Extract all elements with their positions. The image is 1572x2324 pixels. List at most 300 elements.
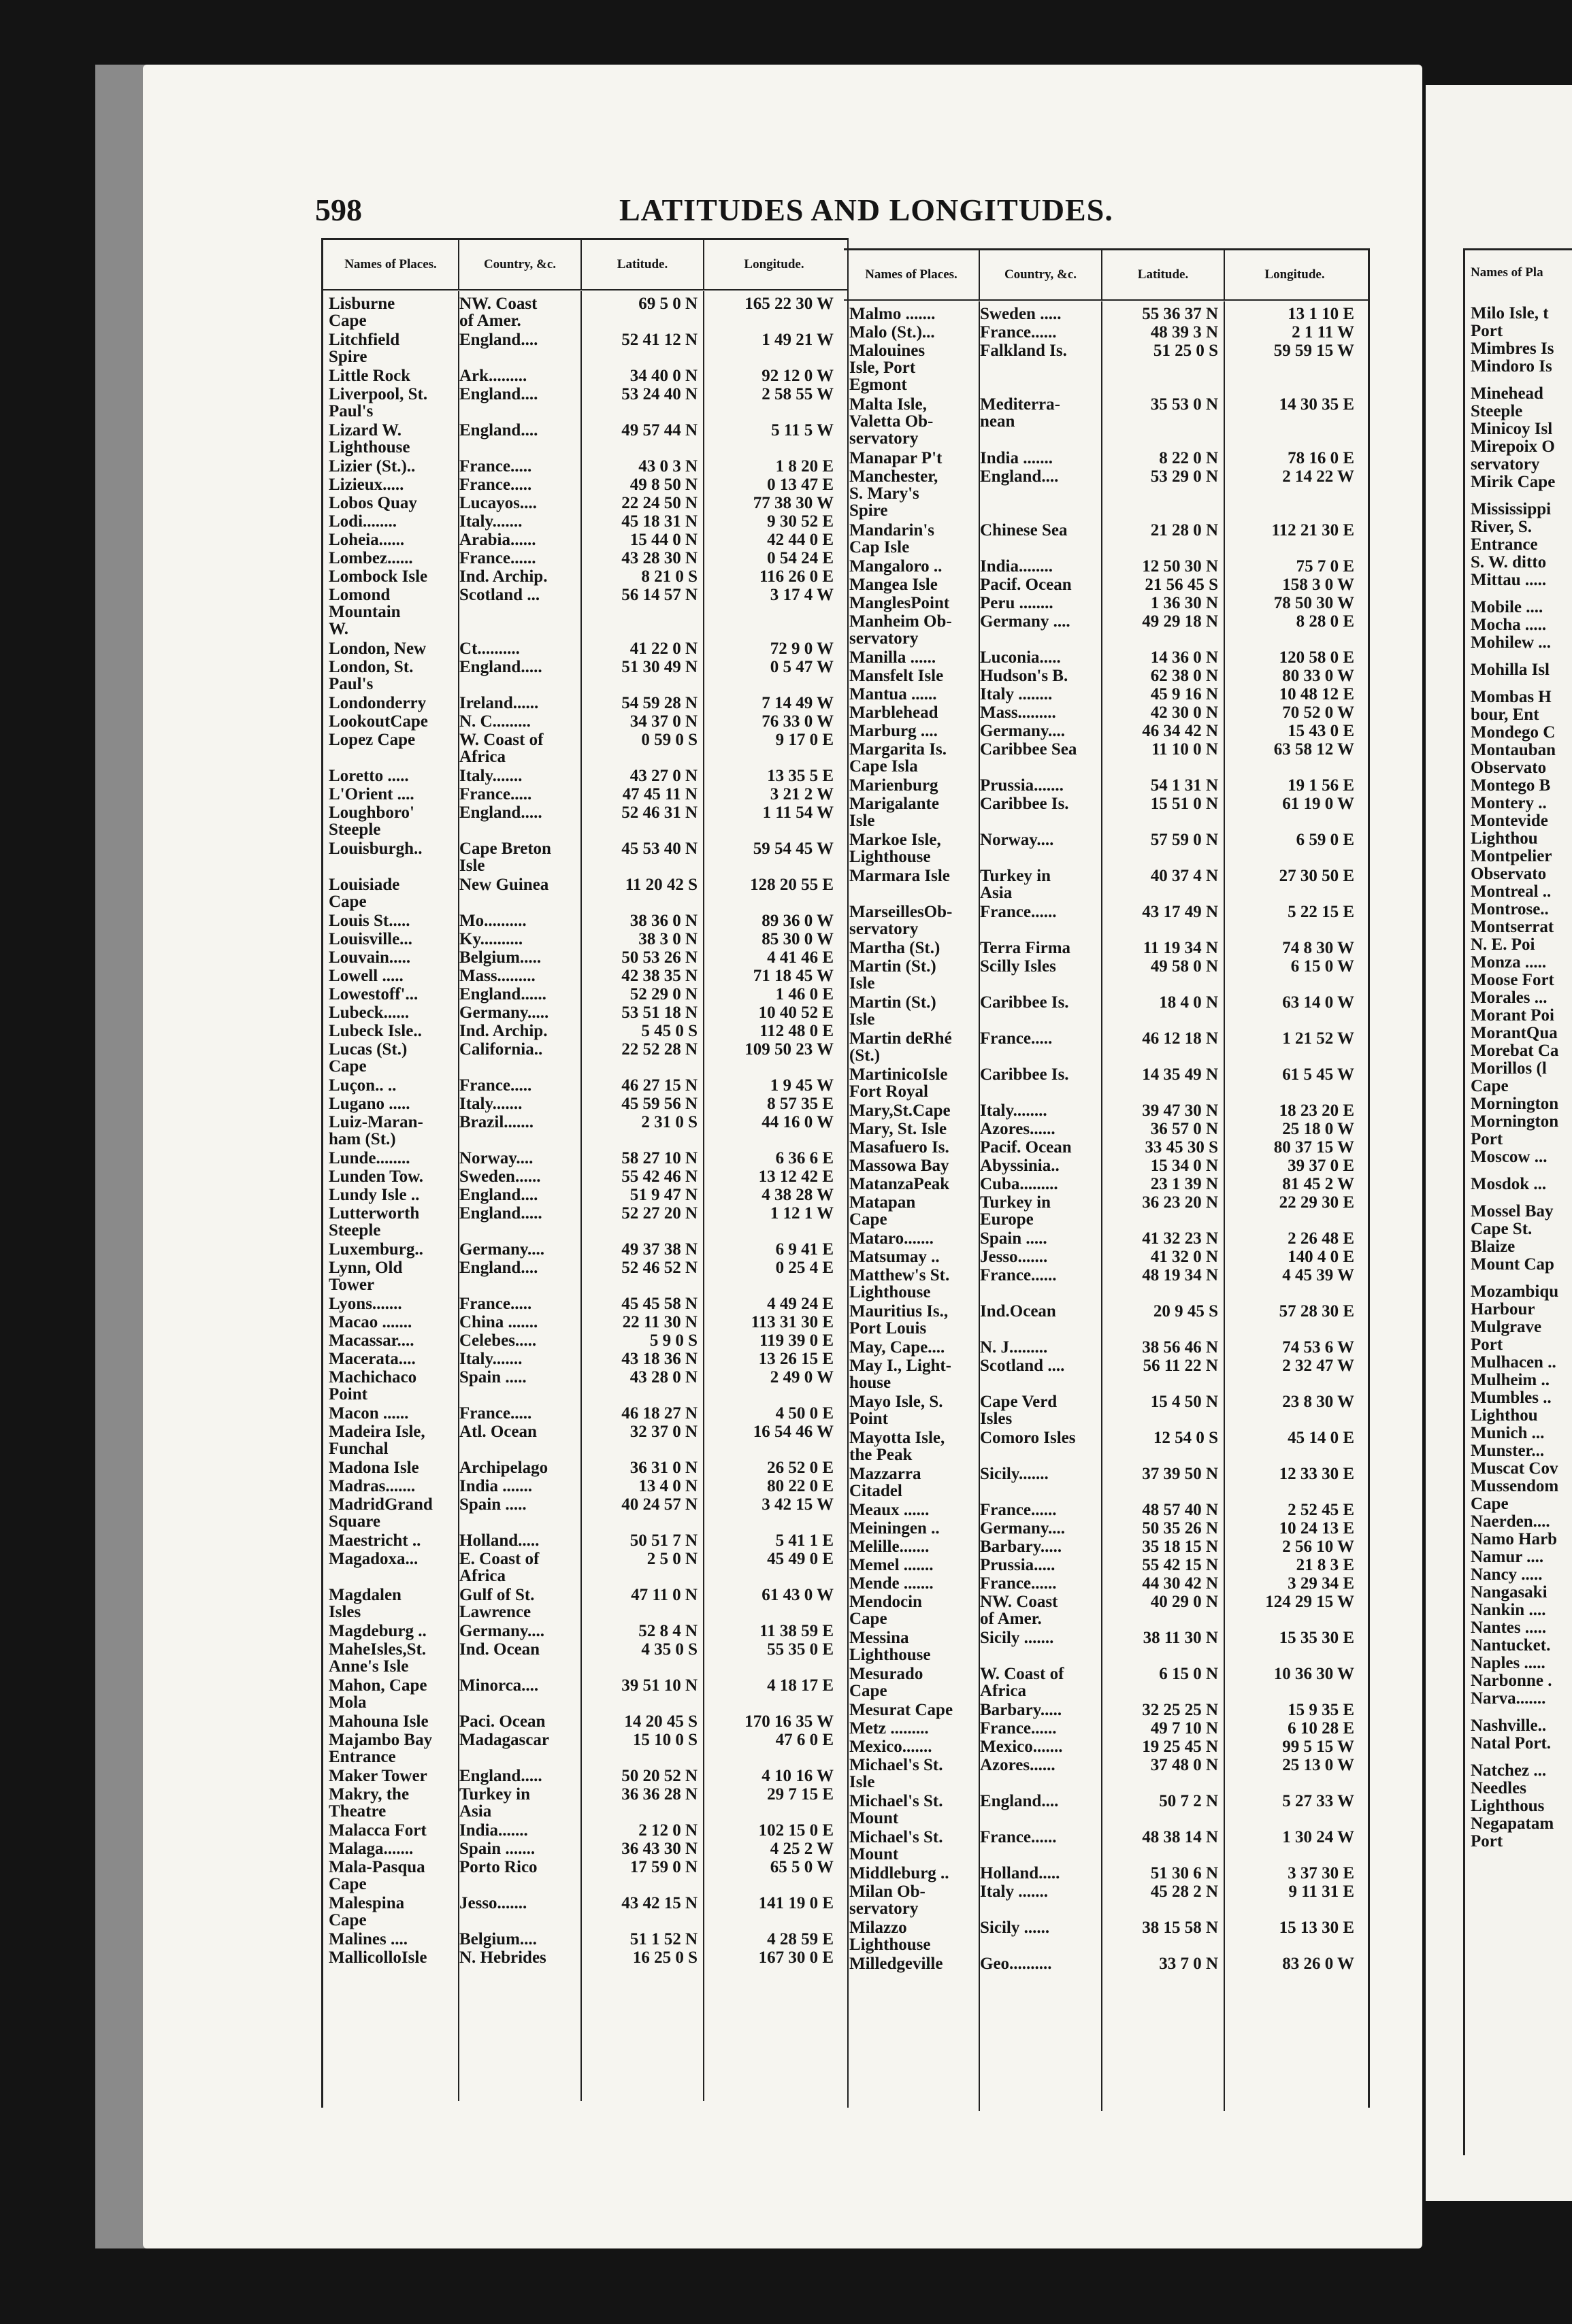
adjacent-line: Morebat Ca bbox=[1471, 1042, 1559, 1060]
country: Caribbee Sea bbox=[980, 740, 1077, 759]
place-name: Manheim Ob- servatory bbox=[849, 612, 952, 648]
country: France..... bbox=[459, 1404, 532, 1423]
longitude: 5 27 33 W bbox=[1282, 1792, 1354, 1810]
country: India ....... bbox=[459, 1477, 532, 1495]
longitude: 13 12 42 E bbox=[758, 1167, 834, 1186]
latitude: 20 9 45 S bbox=[1153, 1302, 1218, 1321]
longitude: 2 49 0 W bbox=[770, 1368, 834, 1387]
place-name: Louisiade Cape bbox=[329, 876, 400, 911]
longitude: 21 8 3 E bbox=[1296, 1556, 1354, 1574]
country: NW. Coast of Amer. bbox=[459, 295, 538, 330]
latitude: 51 25 0 S bbox=[1153, 342, 1218, 360]
adjacent-line: Nashville.. bbox=[1471, 1716, 1547, 1735]
country: Arabia...... bbox=[459, 531, 536, 549]
latitude: 50 20 52 N bbox=[621, 1767, 698, 1785]
latitude: 54 59 28 N bbox=[621, 694, 698, 712]
country: Mass......... bbox=[459, 967, 536, 985]
latitude: 35 53 0 N bbox=[1150, 395, 1218, 414]
longitude: 6 15 0 W bbox=[1290, 957, 1354, 976]
country: Caribbee Is. bbox=[980, 993, 1069, 1012]
place-name: Marblehead bbox=[849, 703, 938, 722]
longitude: 19 1 56 E bbox=[1288, 776, 1354, 795]
country: Italy....... bbox=[459, 512, 523, 531]
latitude: 8 22 0 N bbox=[1159, 449, 1218, 467]
place-name: Madona Isle bbox=[329, 1459, 419, 1477]
latitude: 49 8 50 N bbox=[629, 476, 698, 494]
latitude: 49 37 38 N bbox=[621, 1240, 698, 1259]
longitude: 81 45 2 W bbox=[1282, 1175, 1354, 1193]
longitude: 13 1 10 E bbox=[1288, 305, 1354, 323]
country: Chinese Sea bbox=[980, 521, 1068, 540]
latitude: 41 32 0 N bbox=[1150, 1248, 1218, 1266]
country: France...... bbox=[980, 1828, 1057, 1846]
adjacent-line: Nancy ..... bbox=[1471, 1565, 1543, 1584]
adjacent-line: Mussendom bbox=[1471, 1477, 1559, 1495]
longitude: 57 28 30 E bbox=[1279, 1302, 1354, 1321]
place-name: Lombez...... bbox=[329, 549, 413, 567]
longitude: 9 17 0 E bbox=[775, 731, 834, 749]
adjacent-line: Cape bbox=[1471, 1495, 1509, 1513]
country: Norway.... bbox=[980, 831, 1054, 849]
longitude: 165 22 30 W bbox=[744, 295, 834, 313]
latitude: 2 12 0 N bbox=[638, 1821, 698, 1840]
longitude: 170 16 35 W bbox=[744, 1712, 834, 1731]
latitude: 36 36 28 N bbox=[621, 1785, 698, 1804]
adjacent-line: Montauban bbox=[1471, 741, 1556, 759]
country: California.. bbox=[459, 1040, 543, 1059]
country: Turkey in Asia bbox=[459, 1785, 530, 1821]
latitude: 22 11 30 N bbox=[622, 1313, 698, 1331]
place-name: Malaga....... bbox=[329, 1840, 414, 1858]
adjacent-line: Lighthou bbox=[1471, 829, 1538, 848]
latitude: 48 39 3 N bbox=[1150, 323, 1218, 342]
longitude: 59 59 15 W bbox=[1273, 342, 1354, 360]
country: Paci. Ocean bbox=[459, 1712, 546, 1731]
longitude: 10 40 52 E bbox=[758, 1003, 834, 1022]
latitude: 43 28 30 N bbox=[621, 549, 698, 567]
country: Cuba......... bbox=[980, 1175, 1058, 1193]
country: England.... bbox=[980, 1792, 1059, 1810]
latitude: 46 34 42 N bbox=[1142, 722, 1218, 740]
country: France..... bbox=[459, 785, 532, 803]
header-latitude: Latitude. bbox=[1102, 250, 1225, 299]
country: Germany..... bbox=[459, 1003, 549, 1022]
place-name: Lunden Tow. bbox=[329, 1167, 423, 1186]
adjacent-line: Moscow ... bbox=[1471, 1148, 1548, 1166]
longitude: 2 1 11 W bbox=[1292, 323, 1354, 342]
country: N. Hebrides bbox=[459, 1948, 546, 1967]
country: Azores...... bbox=[980, 1120, 1055, 1138]
country: Ind.Ocean bbox=[980, 1302, 1056, 1321]
country: Ireland...... bbox=[459, 694, 539, 712]
longitude: 8 57 35 E bbox=[767, 1095, 834, 1113]
latitude: 52 29 0 N bbox=[629, 985, 698, 1003]
country: France..... bbox=[459, 1295, 532, 1313]
country: France...... bbox=[459, 549, 536, 567]
place-name: Manchester, S. Mary's Spire bbox=[849, 467, 938, 520]
latitude: 36 57 0 N bbox=[1150, 1120, 1218, 1138]
longitude: 63 58 12 W bbox=[1273, 740, 1354, 759]
adjacent-line: Steeple bbox=[1471, 402, 1523, 420]
place-name: Lutterworth Steeple bbox=[329, 1204, 420, 1240]
longitude: 6 9 41 E bbox=[775, 1240, 834, 1259]
country: Hudson's B. bbox=[980, 667, 1068, 685]
country: England..... bbox=[459, 803, 542, 822]
longitude: 1 12 1 W bbox=[770, 1204, 834, 1223]
longitude: 4 25 2 W bbox=[770, 1840, 834, 1858]
country: Holland..... bbox=[459, 1531, 540, 1550]
latitude: 46 18 27 N bbox=[621, 1404, 698, 1423]
longitude: 2 52 45 E bbox=[1288, 1501, 1354, 1519]
latitude: 45 53 40 N bbox=[621, 840, 698, 858]
latitude: 22 24 50 N bbox=[621, 494, 698, 512]
longitude: 42 44 0 E bbox=[767, 531, 834, 549]
longitude: 71 18 45 W bbox=[753, 967, 834, 985]
latitude: 40 37 4 N bbox=[1150, 867, 1218, 885]
latitude: 41 32 23 N bbox=[1142, 1229, 1218, 1248]
latitude: 5 45 0 S bbox=[641, 1022, 698, 1040]
longitude: 6 36 6 E bbox=[775, 1149, 834, 1167]
latitude: 15 10 0 S bbox=[632, 1731, 698, 1749]
country: England...... bbox=[459, 985, 546, 1003]
place-name: Majambo Bay Entrance bbox=[329, 1731, 433, 1766]
adjacent-line: Mulheim .. bbox=[1471, 1371, 1550, 1389]
adjacent-line: Harbour bbox=[1471, 1300, 1535, 1318]
country: India....... bbox=[459, 1821, 528, 1840]
country: Italy ....... bbox=[980, 1882, 1048, 1901]
country: Scotland ... bbox=[459, 586, 540, 604]
country: Germany.... bbox=[459, 1622, 544, 1640]
place-name: Madeira Isle, Funchal bbox=[329, 1423, 425, 1458]
place-name: Lucas (St.) Cape bbox=[329, 1040, 408, 1076]
adjacent-line: Naples ..... bbox=[1471, 1654, 1545, 1672]
country: Barbary..... bbox=[980, 1538, 1062, 1556]
country: Sweden ..... bbox=[980, 305, 1062, 323]
longitude: 47 6 0 E bbox=[775, 1731, 834, 1749]
country: Mediterra- nean bbox=[980, 395, 1060, 431]
left-table-header bbox=[323, 240, 847, 290]
latitude: 48 38 14 N bbox=[1142, 1828, 1218, 1846]
latitude: 56 11 22 N bbox=[1143, 1357, 1218, 1375]
longitude: 65 5 0 W bbox=[770, 1858, 834, 1876]
place-name: Matsumay .. bbox=[849, 1248, 940, 1266]
adjacent-line: Mombas H bbox=[1471, 688, 1552, 706]
longitude: 22 29 30 E bbox=[1279, 1193, 1354, 1212]
country: France..... bbox=[980, 1029, 1053, 1048]
adjacent-line: Observato bbox=[1471, 865, 1547, 883]
place-name: Lunde........ bbox=[329, 1149, 410, 1167]
country: W. Coast of Africa bbox=[459, 731, 544, 766]
place-name: Lowell ..... bbox=[329, 967, 404, 985]
latitude: 50 35 26 N bbox=[1142, 1519, 1218, 1538]
country: England..... bbox=[459, 658, 542, 676]
latitude: 18 4 0 N bbox=[1159, 993, 1218, 1012]
place-name: Malines .... bbox=[329, 1930, 408, 1948]
place-name: Lizier (St.).. bbox=[329, 457, 416, 476]
adjacent-line: Nangasaki bbox=[1471, 1583, 1548, 1601]
longitude: 112 21 30 E bbox=[1271, 521, 1354, 540]
adjacent-line: Mulgrave bbox=[1471, 1318, 1542, 1336]
longitude: 8 28 0 E bbox=[1296, 612, 1354, 631]
adjacent-line: Entrance bbox=[1471, 535, 1538, 554]
place-name: Machichaco Point bbox=[329, 1368, 417, 1404]
adjacent-line: Port bbox=[1471, 1130, 1503, 1148]
adjacent-header: Names of Pla bbox=[1471, 265, 1543, 280]
longitude: 4 49 24 E bbox=[767, 1295, 834, 1313]
latitude: 49 58 0 N bbox=[1150, 957, 1218, 976]
adjacent-line: Needles bbox=[1471, 1779, 1526, 1797]
adjacent-line: Narva....... bbox=[1471, 1689, 1546, 1708]
adjacent-line: Minicoy Isl bbox=[1471, 420, 1553, 438]
place-name: Mangaloro .. bbox=[849, 557, 943, 576]
latitude: 53 29 0 N bbox=[1150, 467, 1218, 486]
adjacent-line: Lighthous bbox=[1471, 1797, 1545, 1815]
place-name: Maker Tower bbox=[329, 1767, 427, 1785]
latitude: 15 44 0 N bbox=[629, 531, 698, 549]
place-name: Mesurat Cape bbox=[849, 1701, 953, 1719]
place-name: Mayo Isle, S. Point bbox=[849, 1393, 943, 1428]
latitude: 23 1 39 N bbox=[1150, 1175, 1218, 1193]
longitude: 61 19 0 W bbox=[1282, 795, 1354, 813]
longitude: 0 13 47 E bbox=[767, 476, 834, 494]
latitude: 57 59 0 N bbox=[1150, 831, 1218, 849]
longitude: 74 8 30 W bbox=[1282, 939, 1354, 957]
place-name: Memel ....... bbox=[849, 1556, 934, 1574]
place-name: Lubeck Isle.. bbox=[329, 1022, 422, 1040]
place-name: Mahon, Cape Mola bbox=[329, 1676, 427, 1712]
latitude: 14 36 0 N bbox=[1150, 648, 1218, 667]
latitude: 11 19 34 N bbox=[1143, 939, 1218, 957]
longitude: 1 11 54 W bbox=[762, 803, 834, 822]
country: France...... bbox=[980, 1719, 1057, 1738]
country: Prussia....... bbox=[980, 776, 1064, 795]
country: Jesso....... bbox=[459, 1894, 527, 1912]
country: Belgium..... bbox=[459, 948, 542, 967]
latitude: 52 27 20 N bbox=[621, 1204, 698, 1223]
adjacent-line: Mulhacen .. bbox=[1471, 1353, 1556, 1372]
adjacent-line: Montreal .. bbox=[1471, 882, 1552, 901]
longitude: 3 42 15 W bbox=[762, 1495, 834, 1514]
longitude: 4 18 17 E bbox=[767, 1676, 834, 1695]
adjacent-line: Muscat Cov bbox=[1471, 1459, 1558, 1478]
country: Atl. Ocean bbox=[459, 1423, 537, 1441]
place-name: Metz ......... bbox=[849, 1719, 929, 1738]
latitude: 16 25 0 S bbox=[632, 1948, 698, 1967]
adjacent-line: Montevide bbox=[1471, 812, 1548, 830]
country: France...... bbox=[980, 903, 1057, 921]
adjacent-line: Morillos (l bbox=[1471, 1059, 1547, 1078]
longitude: 25 18 0 W bbox=[1282, 1120, 1354, 1138]
place-name: Mendocin Cape bbox=[849, 1593, 922, 1628]
latitude: 33 7 0 N bbox=[1159, 1955, 1218, 1973]
latitude: 11 10 0 N bbox=[1151, 740, 1218, 759]
latitude: 8 21 0 S bbox=[641, 567, 698, 586]
longitude: 15 9 35 E bbox=[1288, 1701, 1354, 1719]
adjacent-line: N. E. Poi bbox=[1471, 935, 1535, 954]
header-names: Names of Places. bbox=[323, 240, 459, 289]
adjacent-line: Nantes ..... bbox=[1471, 1618, 1547, 1637]
latitude: 45 28 2 N bbox=[1150, 1882, 1218, 1901]
adjacent-line: Mirepoix O bbox=[1471, 437, 1555, 456]
latitude: 36 43 30 N bbox=[621, 1840, 698, 1858]
place-name: Mataro....... bbox=[849, 1229, 934, 1248]
longitude: 61 43 0 W bbox=[762, 1586, 834, 1604]
longitude: 78 50 30 W bbox=[1273, 594, 1354, 612]
place-name: Loheia...... bbox=[329, 531, 405, 549]
place-name: Mantua ...... bbox=[849, 685, 937, 703]
latitude: 5 9 0 S bbox=[649, 1331, 698, 1350]
place-name: Loughboro' Steeple bbox=[329, 803, 414, 839]
longitude: 2 58 55 W bbox=[762, 385, 834, 403]
country: Comoro Isles bbox=[980, 1429, 1076, 1447]
longitude: 14 30 35 E bbox=[1279, 395, 1354, 414]
longitude: 45 49 0 E bbox=[767, 1550, 834, 1568]
country: Jesso....... bbox=[980, 1248, 1048, 1266]
latitude: 38 56 46 N bbox=[1142, 1338, 1218, 1357]
latitude: 15 4 50 N bbox=[1150, 1393, 1218, 1411]
longitude: 5 41 1 E bbox=[775, 1531, 834, 1550]
adjacent-line: Lighthou bbox=[1471, 1406, 1538, 1425]
longitude: 10 24 13 E bbox=[1279, 1519, 1354, 1538]
country: England.... bbox=[459, 1186, 538, 1204]
longitude: 15 43 0 E bbox=[1288, 722, 1354, 740]
place-name: Lubeck...... bbox=[329, 1003, 410, 1022]
longitude: 6 10 28 E bbox=[1288, 1719, 1354, 1738]
latitude: 1 36 30 N bbox=[1150, 594, 1218, 612]
adjacent-line: Minehead bbox=[1471, 384, 1543, 403]
adjacent-line: Mondego C bbox=[1471, 723, 1556, 742]
longitude: 4 28 59 E bbox=[767, 1930, 834, 1948]
longitude: 4 41 46 E bbox=[767, 948, 834, 967]
latitude: 46 12 18 N bbox=[1142, 1029, 1218, 1048]
latitude: 19 25 45 N bbox=[1142, 1738, 1218, 1756]
longitude: 1 21 52 W bbox=[1282, 1029, 1354, 1048]
country: Cape Verd Isles bbox=[980, 1393, 1058, 1428]
latitude: 6 15 0 N bbox=[1159, 1665, 1218, 1683]
longitude: 18 23 20 E bbox=[1279, 1101, 1354, 1120]
latitude: 52 46 31 N bbox=[621, 803, 698, 822]
longitude: 0 54 24 E bbox=[767, 549, 834, 567]
longitude: 92 12 0 W bbox=[762, 367, 834, 385]
place-name: Makry, the Theatre bbox=[329, 1785, 410, 1821]
place-name: Louvain..... bbox=[329, 948, 411, 967]
longitude: 10 36 30 W bbox=[1273, 1665, 1354, 1683]
latitude: 37 39 50 N bbox=[1142, 1465, 1218, 1483]
place-name: Mayotta Isle, the Peak bbox=[849, 1429, 945, 1464]
latitude: 42 30 0 N bbox=[1150, 703, 1218, 722]
longitude: 55 35 0 E bbox=[767, 1640, 834, 1659]
adjacent-line: Port bbox=[1471, 322, 1503, 340]
latitude: 38 11 30 N bbox=[1143, 1629, 1218, 1647]
longitude: 89 36 0 W bbox=[762, 912, 834, 930]
place-name: Massowa Bay bbox=[849, 1157, 949, 1175]
latitude: 45 45 58 N bbox=[621, 1295, 698, 1313]
latitude: 12 50 30 N bbox=[1142, 557, 1218, 576]
longitude: 4 10 16 W bbox=[762, 1767, 834, 1785]
place-name: LookoutCape bbox=[329, 712, 428, 731]
place-name: May, Cape.... bbox=[849, 1338, 945, 1357]
longitude: 3 37 30 E bbox=[1288, 1864, 1354, 1882]
country: Belgium.... bbox=[459, 1930, 537, 1948]
longitude: 140 4 0 E bbox=[1288, 1248, 1354, 1266]
country: W. Coast of Africa bbox=[980, 1665, 1064, 1700]
place-name: Malespina Cape bbox=[329, 1894, 405, 1929]
longitude: 12 33 30 E bbox=[1279, 1465, 1354, 1483]
adjacent-line: Negapatam bbox=[1471, 1814, 1554, 1833]
place-name: Manilla ...... bbox=[849, 648, 936, 667]
longitude: 9 11 31 E bbox=[1288, 1882, 1354, 1901]
country: France..... bbox=[459, 1076, 532, 1095]
longitude: 1 9 45 W bbox=[770, 1076, 834, 1095]
latitude: 54 1 31 N bbox=[1150, 776, 1218, 795]
latitude: 32 37 0 N bbox=[629, 1423, 698, 1441]
adjacent-line: Montpelier bbox=[1471, 847, 1552, 865]
adjacent-line: Cape St. bbox=[1471, 1220, 1533, 1238]
longitude: 26 52 0 E bbox=[767, 1459, 834, 1477]
longitude: 5 11 5 W bbox=[771, 421, 834, 439]
place-name: Luxemburg.. bbox=[329, 1240, 423, 1259]
adjacent-page-column bbox=[1463, 248, 1572, 2155]
country: Spain ..... bbox=[459, 1368, 527, 1387]
right-table-header bbox=[844, 250, 1368, 301]
place-name: Meaux ...... bbox=[849, 1501, 930, 1519]
country: Pacif. Ocean bbox=[980, 1138, 1072, 1157]
longitude: 1 30 24 W bbox=[1282, 1828, 1354, 1846]
place-name: Magadoxa... bbox=[329, 1550, 419, 1568]
place-name: Marmara Isle bbox=[849, 867, 950, 885]
place-name: Lundy Isle .. bbox=[329, 1186, 420, 1204]
place-name: Macerata.... bbox=[329, 1350, 416, 1368]
latitude: 34 40 0 N bbox=[629, 367, 698, 385]
longitude: 119 39 0 E bbox=[759, 1331, 834, 1350]
place-name: Malta Isle, Valetta Ob- servatory bbox=[849, 395, 934, 448]
latitude: 2 31 0 S bbox=[641, 1113, 698, 1131]
country: Ind. Ocean bbox=[459, 1640, 540, 1659]
country: Sweden...... bbox=[459, 1167, 541, 1186]
place-name: London, New bbox=[329, 640, 427, 658]
adjacent-line: Narbonne . bbox=[1471, 1672, 1552, 1690]
place-name: ManglesPoint bbox=[849, 594, 950, 612]
place-name: Manapar P't bbox=[849, 449, 943, 467]
longitude: 0 25 4 E bbox=[775, 1259, 834, 1277]
latitude: 21 56 45 S bbox=[1145, 576, 1218, 594]
latitude: 51 9 47 N bbox=[629, 1186, 698, 1204]
country: Sicily ....... bbox=[980, 1629, 1054, 1647]
adjacent-line: Milo Isle, t bbox=[1471, 304, 1549, 322]
adjacent-line: Mossel Bay bbox=[1471, 1202, 1554, 1221]
place-name: MadridGrand Square bbox=[329, 1495, 433, 1531]
latitude: 17 59 0 N bbox=[629, 1858, 698, 1876]
place-name: Louisville... bbox=[329, 930, 412, 948]
place-name: MallicolloIsle bbox=[329, 1948, 427, 1967]
adjacent-line: Montego B bbox=[1471, 776, 1551, 795]
place-name: Matapan Cape bbox=[849, 1193, 916, 1229]
place-name: Mahouna Isle bbox=[329, 1712, 429, 1731]
latitude: 53 24 40 N bbox=[621, 385, 698, 403]
place-name: Marienburg bbox=[849, 776, 938, 795]
adjacent-line: Mozambiqu bbox=[1471, 1282, 1559, 1301]
page-title: LATITUDES AND LONGITUDES. bbox=[619, 193, 1113, 227]
adjacent-line: Mississippi bbox=[1471, 500, 1552, 518]
place-name: MatanzaPeak bbox=[849, 1175, 950, 1193]
place-name: Marburg .... bbox=[849, 722, 938, 740]
place-name: Macao ....... bbox=[329, 1313, 412, 1331]
place-name: Mangea Isle bbox=[849, 576, 938, 594]
country: Ark......... bbox=[459, 367, 527, 385]
country: Scilly Isles bbox=[980, 957, 1056, 976]
place-name: Lodi........ bbox=[329, 512, 397, 531]
place-name: Milazzo Lighthouse bbox=[849, 1919, 931, 1954]
